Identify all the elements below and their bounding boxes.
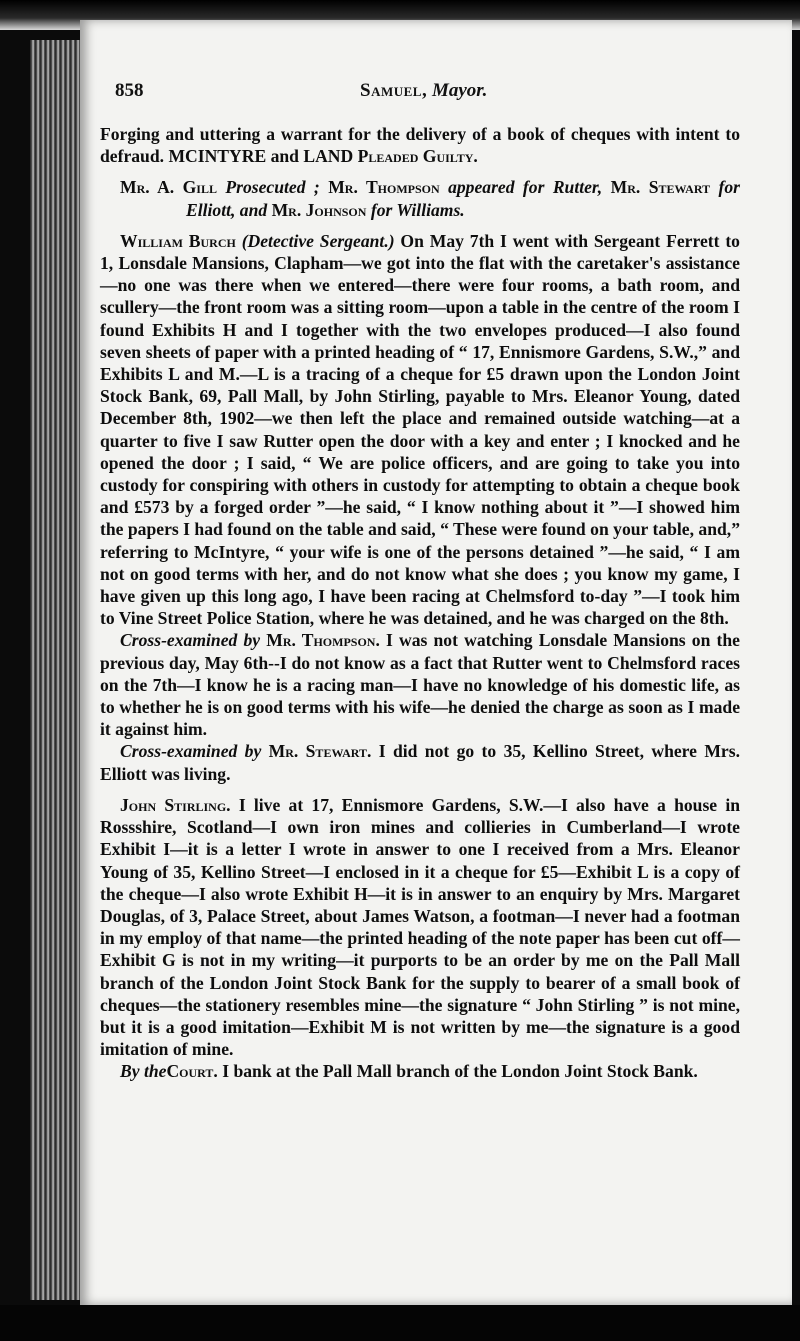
counsel-johnson-role: for Williams. (370, 199, 465, 220)
court-name: Court. (166, 1061, 218, 1082)
counsel-johnson: Mr. Johnson (271, 199, 367, 220)
cross-stewart-paragraph (100, 740, 740, 784)
counsel-thompson-role: appeared for Rutter, (448, 177, 603, 198)
running-head (360, 80, 487, 102)
cross-thompson-label: Cross-examined by (120, 630, 261, 651)
witness-stirling-testimony: I live at 17, Ennismore Gardens, S.W.—I also have a house in Rossshire, Scotland—I own iron mines and collieries in Cumberland—I wrote Exhibit I—it is a letter I wrote in answer to one I received from a Mrs. Eleanor Young of 35, Kellino Street—I enclosed in it a cheque for £5—Exhibit L is a copy of the cheque—I also wrote Exhibit H—it is in answer to an enquiry by Mrs. Margaret Douglas, of 3, Palace Street, about James Watson, a footman—I never had a footman in my employ of that name—the printed heading of the note paper has been cut off—Exhibit G is not in my writing—it purports to be an order by me on the Pall Mall branch of the London Joint Stock Bank for the supply to bearer of a small book of cheques—the stationery resembles mine—the signature “ John Stirling ” is not mine, but it is a good imitation—Exhibit M is not written by me—the signature is a good imitation of mine. (100, 794, 741, 1060)
scan-bottom-border (0, 1305, 800, 1341)
cross-stewart-name: Mr. Stewart. (268, 741, 372, 762)
court-paragraph (100, 1060, 740, 1082)
plea: Pleaded Guilty. (357, 146, 478, 167)
page-header (115, 68, 735, 108)
counsel-paragraph (100, 176, 740, 220)
charge-paragraph (100, 123, 740, 167)
book-page-edges (30, 40, 82, 1300)
witness-burch-testimony: On May 7th I went with Sergeant Ferrett to 1, Lonsdale Mansions, Clapham—we got into the flat with the caretaker's assistance—no one was there when we entered—there were four rooms, a bath room, and scullery—the front room was a sitting room—upon a table in the centre of the room I found Exhibits H and I together with the two envelopes produced—I also found seven sheets of paper with a printed heading of “ 17, Ennismore Gardens, S.W.,” and Exhibits L and M.—L is a tracing of a cheque for £5 drawn upon the London Joint Stock Bank, 69, Pall Mall, by John Stirling, payable to Mrs. Eleanor Young, dated December 8th, 1902—we then left the place and remained outside watching—at a quarter to five I saw Rutter open the door with a key and enter ; I knocked and he opened the door ; I said, “ We are police officers, and are going to take you into custody for conspiring with others in custody for attempting to obtain a cheque book and £573 by a forged order ”—he said, “ I know nothing about it ”—I showed him the papers I had found on the table and said, “ These were found on your table, and,” referring to McIntyre, “ your wife is one of the persons detained ”—he said, “ I am not on good terms with her, and do not know what she does ; you know my game, I have given up this long ago, I have been racing at Chelmsford to-day ”—I took him to Vine Street Police Station, where he was detained, and he was charged on the 8th. (100, 230, 740, 629)
cross-stewart-label: Cross-examined by (120, 741, 262, 762)
charge-text: Forging and uttering a warrant for the delivery of a book of cheques with intent to defraud. (100, 124, 740, 167)
witness-stirling-name: John Stirling. (120, 794, 231, 815)
cross-thompson-paragraph (100, 629, 740, 740)
counsel-stewart-role: for Elliott, and (186, 177, 740, 220)
witness-stirling-paragraph (100, 794, 740, 1060)
page-number: 858 (115, 80, 144, 101)
cross-thompson-name: Mr. Thompson. (266, 630, 380, 651)
counsel-prosecutor-role: Prosecuted ; (225, 177, 320, 198)
counsel-stewart: Mr. Stewart (610, 177, 711, 198)
counsel-prosecutor: Mr. A. Gill (120, 177, 217, 198)
cross-stewart-text: I did not go to 35, Kellino Street, where Mrs. Elliott was living. (100, 741, 740, 784)
running-head-name: Samuel, (360, 80, 428, 101)
cross-thompson-text: I was not watching Lonsdale Mansions on the previous day, May 6th--I do not know as a fact that Rutter went to Chelmsford races on the 7th—I know he is a racing man—I have no knowledge of his domestic life, as to whether he is on good terms with his wife—he denied the charge as soon as I made it against him. (100, 630, 740, 740)
running-head-title: Mayor. (431, 80, 488, 101)
plea-names: MCINTYRE and LAND (168, 146, 354, 167)
counsel-thompson: Mr. Thompson (328, 177, 440, 198)
court-label: By the (120, 1061, 167, 1082)
page-body (100, 123, 740, 1083)
witness-burch-title: (Detective Sergeant.) (241, 230, 395, 251)
witness-burch-name: William Burch (120, 230, 236, 251)
witness-burch-paragraph (100, 230, 740, 630)
court-text: I bank at the Pall Mall branch of the London Joint Stock Bank. (222, 1061, 698, 1082)
